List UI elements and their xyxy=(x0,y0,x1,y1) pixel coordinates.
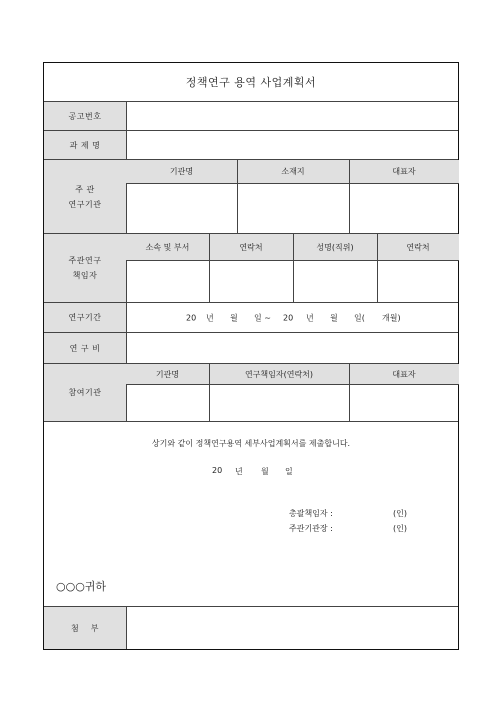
submission-area xyxy=(44,421,458,606)
divider xyxy=(237,160,238,234)
header-department: 소속 및 부서 xyxy=(126,234,209,261)
label-lead-researcher-line1: 주관연구 xyxy=(68,256,102,265)
date-day-unit: 일 xyxy=(285,467,293,476)
period-end-year-prefix: 20 xyxy=(283,313,294,322)
row-host-organization xyxy=(44,159,458,233)
addressee: ○○○귀하 xyxy=(56,580,107,593)
period-months-unit: 개월) xyxy=(382,313,401,322)
label-lead-researcher xyxy=(44,234,127,302)
header-participant-researcher: 연구책임자(연락처) xyxy=(209,364,349,385)
label-research-period: 연구기간 xyxy=(44,303,127,332)
row-notice-number xyxy=(44,101,458,130)
header-participant-representative: 대표자 xyxy=(349,364,459,385)
divider xyxy=(209,234,210,303)
research-period-field xyxy=(126,303,458,332)
label-host-organization xyxy=(44,160,127,233)
label-attachment: 첨 부 xyxy=(44,607,127,649)
header-participant-org-name: 기관명 xyxy=(126,364,209,385)
signer-head-seal: (인) xyxy=(393,524,407,533)
divider xyxy=(377,234,378,303)
row-attachment xyxy=(44,606,458,649)
row-research-cost xyxy=(44,332,458,363)
signer-lead-role: 총괄책임자 : xyxy=(289,509,333,518)
label-host-org-line2: 연구기관 xyxy=(68,199,102,209)
row-subject xyxy=(44,130,458,159)
date-year-prefix: 20 xyxy=(212,466,223,475)
date-month-unit: 월 xyxy=(261,467,269,476)
label-participating-organization: 참여기관 xyxy=(44,364,127,421)
header-name-position: 성명(직위) xyxy=(293,234,377,261)
label-subject: 과 제 명 xyxy=(44,131,127,159)
divider xyxy=(293,234,294,303)
period-start-year-prefix: 20 xyxy=(186,313,197,322)
divider xyxy=(349,160,350,234)
signer-head-role: 주관기관장 : xyxy=(289,524,333,533)
header-contact-2: 연락처 xyxy=(377,234,459,261)
row-lead-researcher xyxy=(44,233,458,302)
period-end-month-unit: 월 xyxy=(330,313,338,322)
header-contact: 연락처 xyxy=(209,234,293,261)
label-research-cost: 연 구 비 xyxy=(44,333,127,363)
divider xyxy=(209,364,210,422)
header-host-org-name: 기관명 xyxy=(126,160,237,184)
label-notice-number: 공고번호 xyxy=(44,102,127,130)
form-title: 정책연구 용역 사업계획서 xyxy=(185,76,317,89)
period-start-month-unit: 월 xyxy=(230,313,238,322)
research-plan-form xyxy=(43,62,459,650)
label-lead-researcher-line2: 책임자 xyxy=(72,271,98,280)
label-host-org-line1: 주 관 xyxy=(75,184,95,194)
divider xyxy=(349,364,350,422)
signer-lead-seal: (인) xyxy=(393,509,407,518)
period-end-year-unit: 년 xyxy=(306,313,314,322)
row-research-period xyxy=(44,302,458,332)
period-start-year-unit: 년 xyxy=(206,313,214,322)
period-end-day-unit: 일( xyxy=(354,313,365,322)
header-host-org-representative: 대표자 xyxy=(349,160,459,184)
submission-statement: 상기와 같이 정책연구용역 세부사업계획서를 제출합니다. xyxy=(151,439,351,448)
period-start-day-unit: 일 ~ xyxy=(254,313,271,322)
header-host-org-location: 소재지 xyxy=(237,160,349,184)
date-year-unit: 년 xyxy=(235,467,243,476)
row-participating-organization xyxy=(44,363,458,421)
